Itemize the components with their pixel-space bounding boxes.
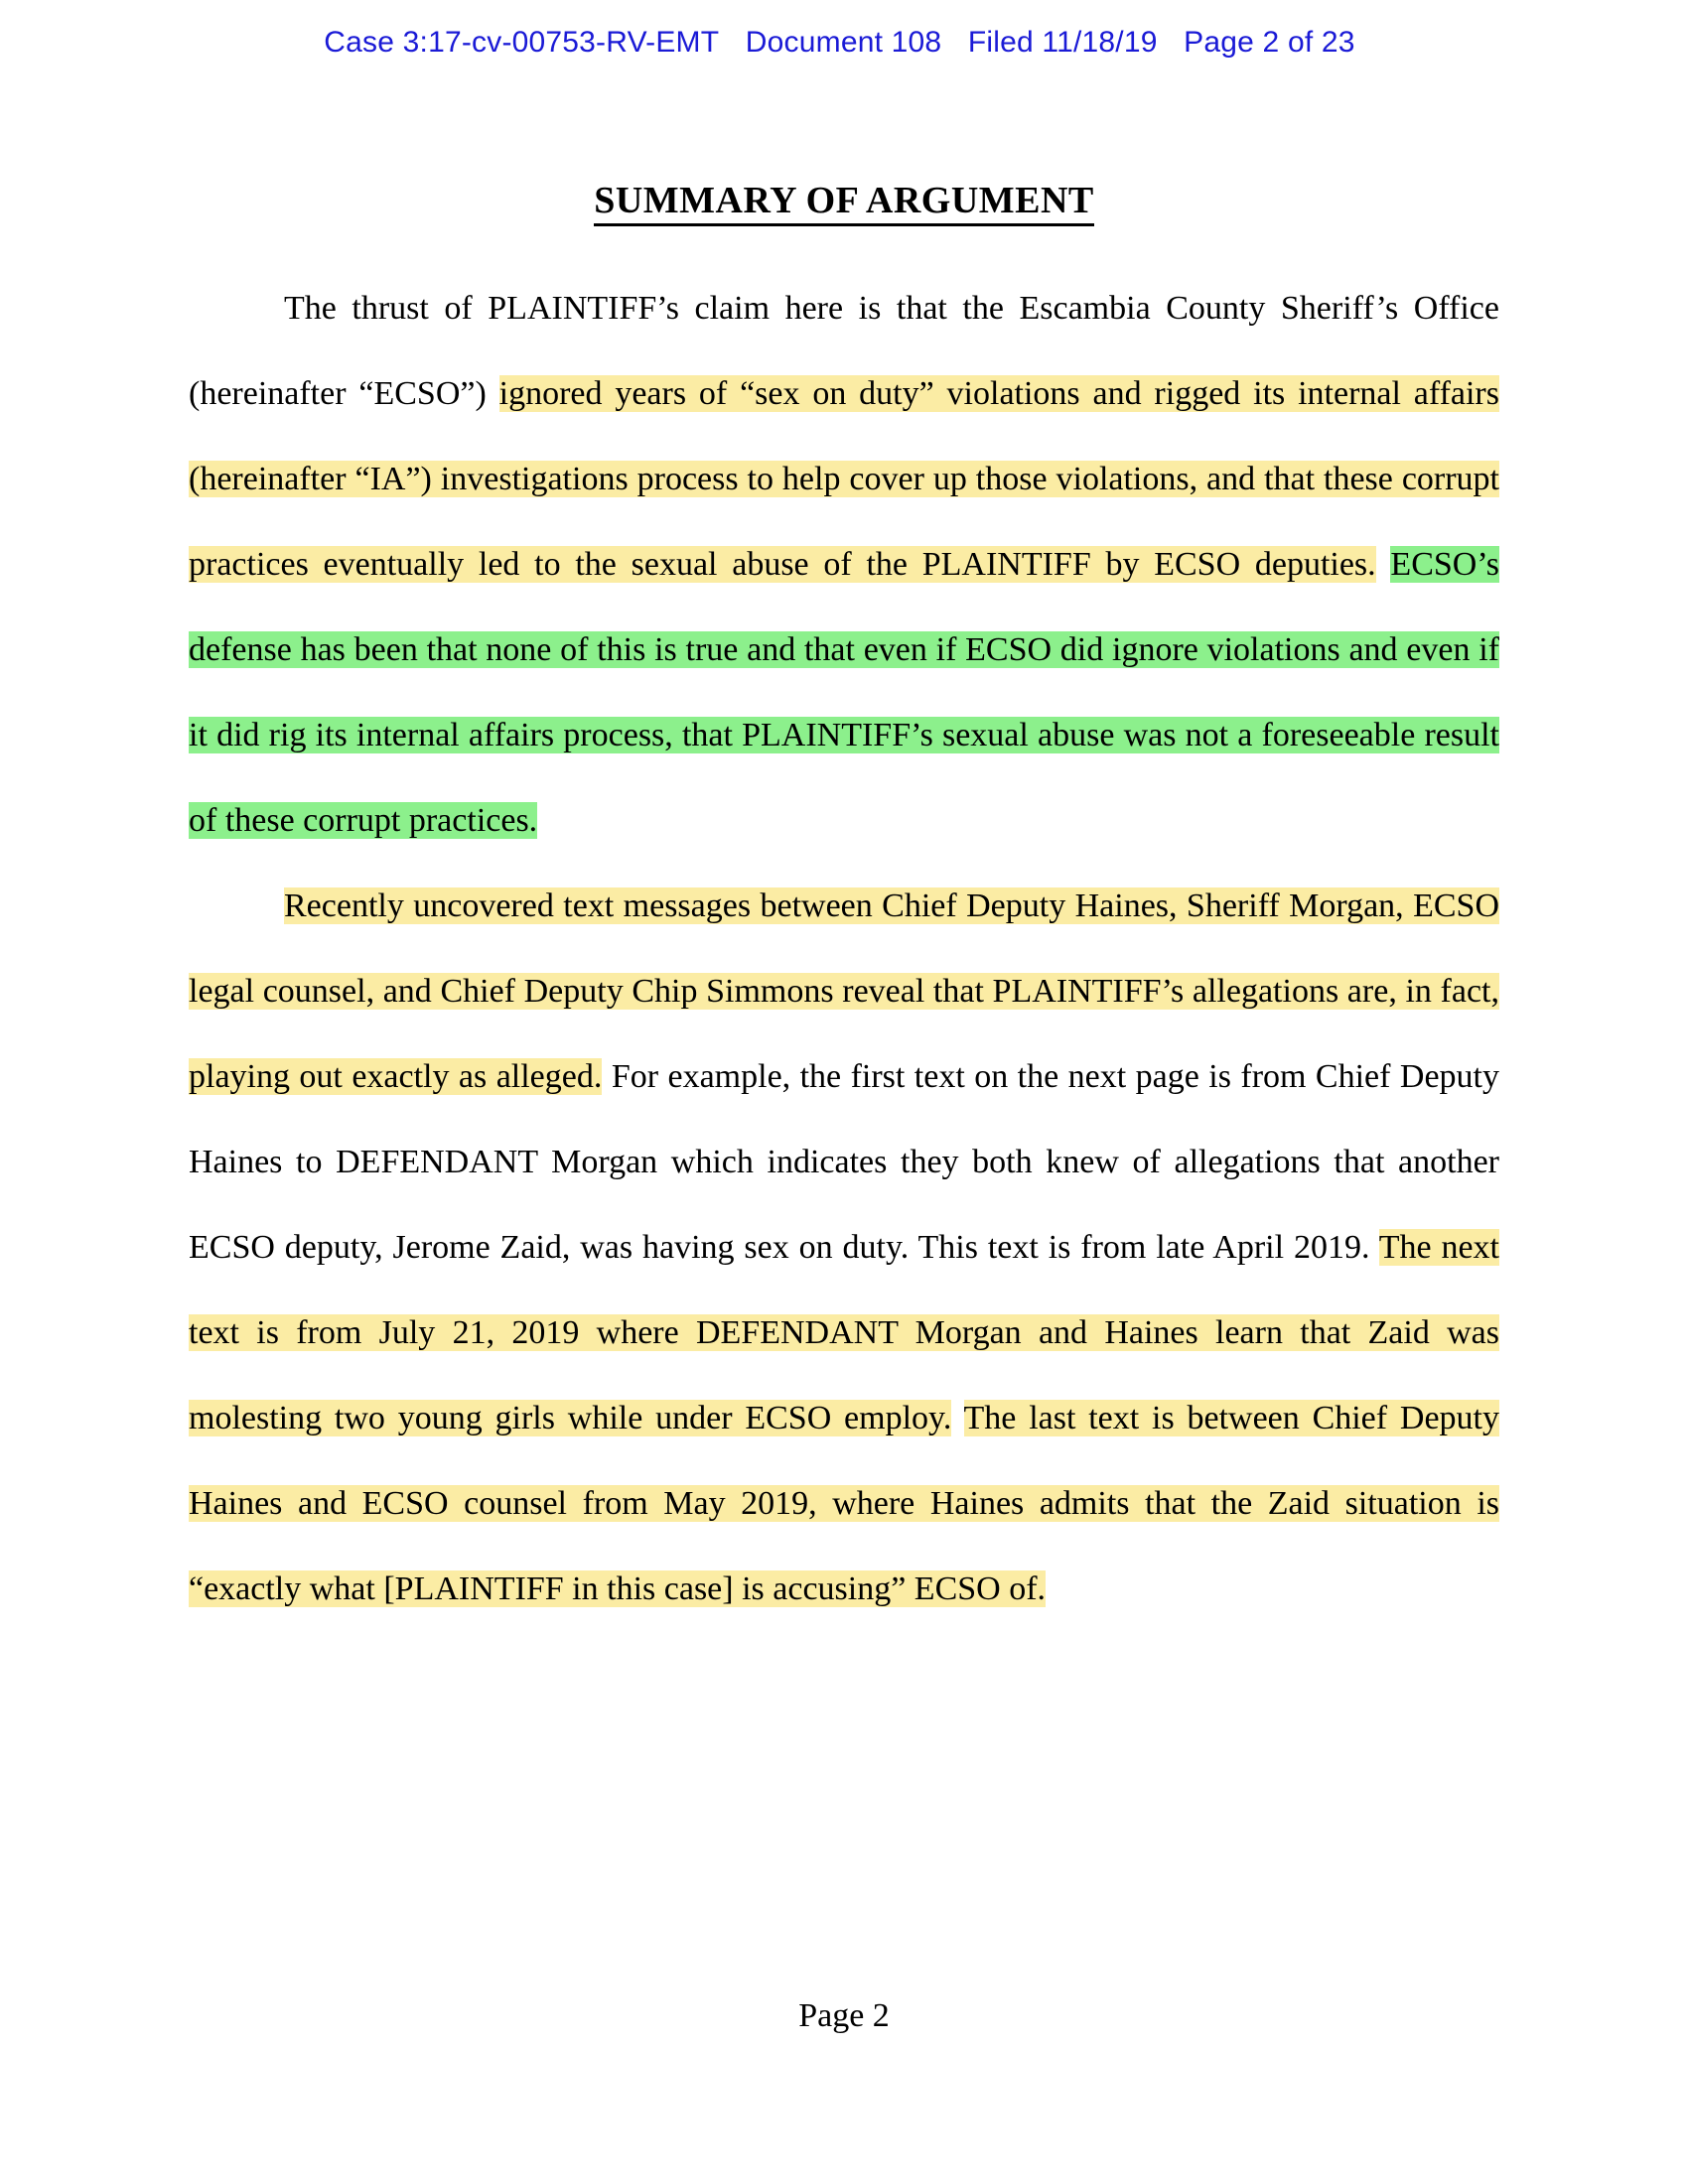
- page-title: [0, 179, 1688, 222]
- ecf-filed-date: Filed 11/18/19: [967, 26, 1158, 59]
- footer-page-label: Page 2: [798, 1997, 890, 2034]
- page-footer: [0, 1997, 1688, 2035]
- run-highlight-yellow: ignored years of “sex on duty” violations and rigged its internal affairs (hereinafter “IA”) investigations process to help cover up those violations, and that these corrupt practices eventually led to the sexual abuse of the PLAINTIFF by ECSO deputies.: [189, 375, 1499, 583]
- ecf-header-stamp: [0, 26, 1688, 60]
- document-body: [189, 266, 1499, 1632]
- page-title-text: SUMMARY OF ARGUMENT: [594, 180, 1094, 226]
- run-highlight-yellow: Recently uncovered text messages between Chief Deputy Haines, Sheriff Morgan, ECSO legal counsel, and Chief Deputy Chip Simmons reveal that PLAINTIFF’s allegations are, in fact, playing out exactly as alleged.: [189, 887, 1499, 1095]
- run-space: [951, 1400, 963, 1436]
- ecf-document-number: Document 108: [745, 26, 942, 59]
- run-highlight-yellow: The last text is between Chief Deputy Haines and ECSO counsel from May 2019, where Haines admits that the Zaid situation is “exactly what [PLAINTIFF in this case] is accusing” ECSO of.: [189, 1400, 1499, 1607]
- ecf-case-number: Case 3:17-cv-00753-RV-EMT: [324, 26, 720, 59]
- paragraph-1: [189, 266, 1499, 864]
- ecf-page-of: Page 2 of 23: [1184, 26, 1355, 59]
- run-highlight-green: ECSO’s defense has been that none of this is true and that even if ECSO did ignore violations and even if it did rig its internal affairs process, that PLAINTIFF’s sexual abuse was not a foreseeable result of these corrupt practices.: [189, 546, 1500, 839]
- run-space: [1376, 546, 1391, 583]
- paragraph-2: [189, 864, 1499, 1632]
- run-plain: The thrust of PLAINTIFF’s claim here is that the Escambia County Sheriff’s Office (hereinafter “ECSO”): [189, 290, 1499, 412]
- run-plain: For example, the first text on the next page is from Chief Deputy Haines to DEFENDANT Morgan which indicates they both knew of allegations that another ECSO deputy, Jerome Zaid, was having sex on duty. This text is from late April 2019.: [189, 1058, 1499, 1266]
- run-highlight-yellow: The next text is from July 21, 2019 where DEFENDANT Morgan and Haines learn that Zaid was molesting two young girls while under ECSO employ.: [189, 1229, 1499, 1436]
